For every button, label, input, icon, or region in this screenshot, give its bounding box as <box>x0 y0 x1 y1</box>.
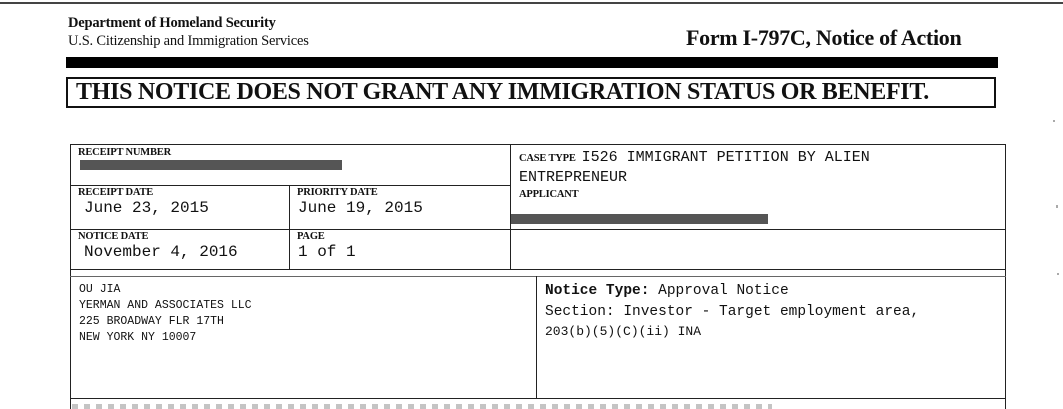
applicant-label: APPLICANT <box>519 189 579 200</box>
grid-row3-line <box>70 269 1006 270</box>
receipt-number-redaction <box>80 160 342 170</box>
case-type-line1 <box>519 148 870 166</box>
grid-top-border <box>70 144 1006 145</box>
notice-type-value: Approval Notice <box>658 283 789 299</box>
notice-banner <box>66 77 996 108</box>
grid-col-priority <box>289 185 290 270</box>
scan-speck <box>1053 120 1055 122</box>
page-value: 1 of 1 <box>298 243 356 261</box>
grid-bottom-border <box>70 398 1006 399</box>
priority-date-label: PRIORITY DATE <box>297 187 378 198</box>
scan-speck <box>1056 205 1058 208</box>
case-type-label: CASE TYPE <box>519 153 576 164</box>
notice-date-label: NOTICE DATE <box>78 231 149 242</box>
notice-type-label: Notice Type: <box>545 283 650 299</box>
address-line: NEW YORK NY 10007 <box>79 331 197 344</box>
priority-date-value: June 19, 2015 <box>298 199 423 217</box>
grid-col-mid <box>510 144 511 270</box>
mailing-address <box>79 282 252 346</box>
address-line: OU JIA <box>79 283 121 296</box>
case-type-value: I526 IMMIGRANT PETITION BY ALIEN <box>581 149 870 166</box>
form-title: Form I-797C, Notice of Action <box>686 25 962 50</box>
page-label: PAGE <box>297 231 325 242</box>
scan-speck <box>1057 273 1059 275</box>
receipt-date-label: RECEIPT DATE <box>78 187 154 198</box>
grid-row1-line <box>70 185 510 186</box>
agency-subname: U.S. Citizenship and Immigration Services <box>68 33 309 49</box>
applicant-redaction <box>511 214 768 224</box>
grid-col-notice <box>536 276 537 399</box>
address-line: 225 BROADWAY FLR 17TH <box>79 315 224 328</box>
cutoff-text-strip <box>72 404 772 409</box>
page-top-edge <box>0 2 1063 4</box>
notice-section-line1: Section: Investor - Target employment area, <box>545 304 920 320</box>
header-divider <box>66 57 998 68</box>
grid-row2-line <box>70 229 1006 230</box>
notice-banner-text: THIS NOTICE DOES NOT GRANT ANY IMMIGRATION STATUS OR BENEFIT. <box>76 79 929 105</box>
grid-row3b-line <box>70 276 1006 277</box>
notice-section-line2: 203(b)(5)(C)(ii) INA <box>545 324 702 339</box>
notice-type <box>545 283 789 299</box>
case-type-value-line2: ENTREPRENEUR <box>519 169 628 186</box>
notice-date-value: November 4, 2016 <box>84 243 238 261</box>
receipt-date-value: June 23, 2015 <box>84 199 209 217</box>
receipt-number-label: RECEIPT NUMBER <box>78 147 171 158</box>
agency-name: Department of Homeland Security <box>68 15 276 31</box>
address-line: YERMAN AND ASSOCIATES LLC <box>79 299 252 312</box>
